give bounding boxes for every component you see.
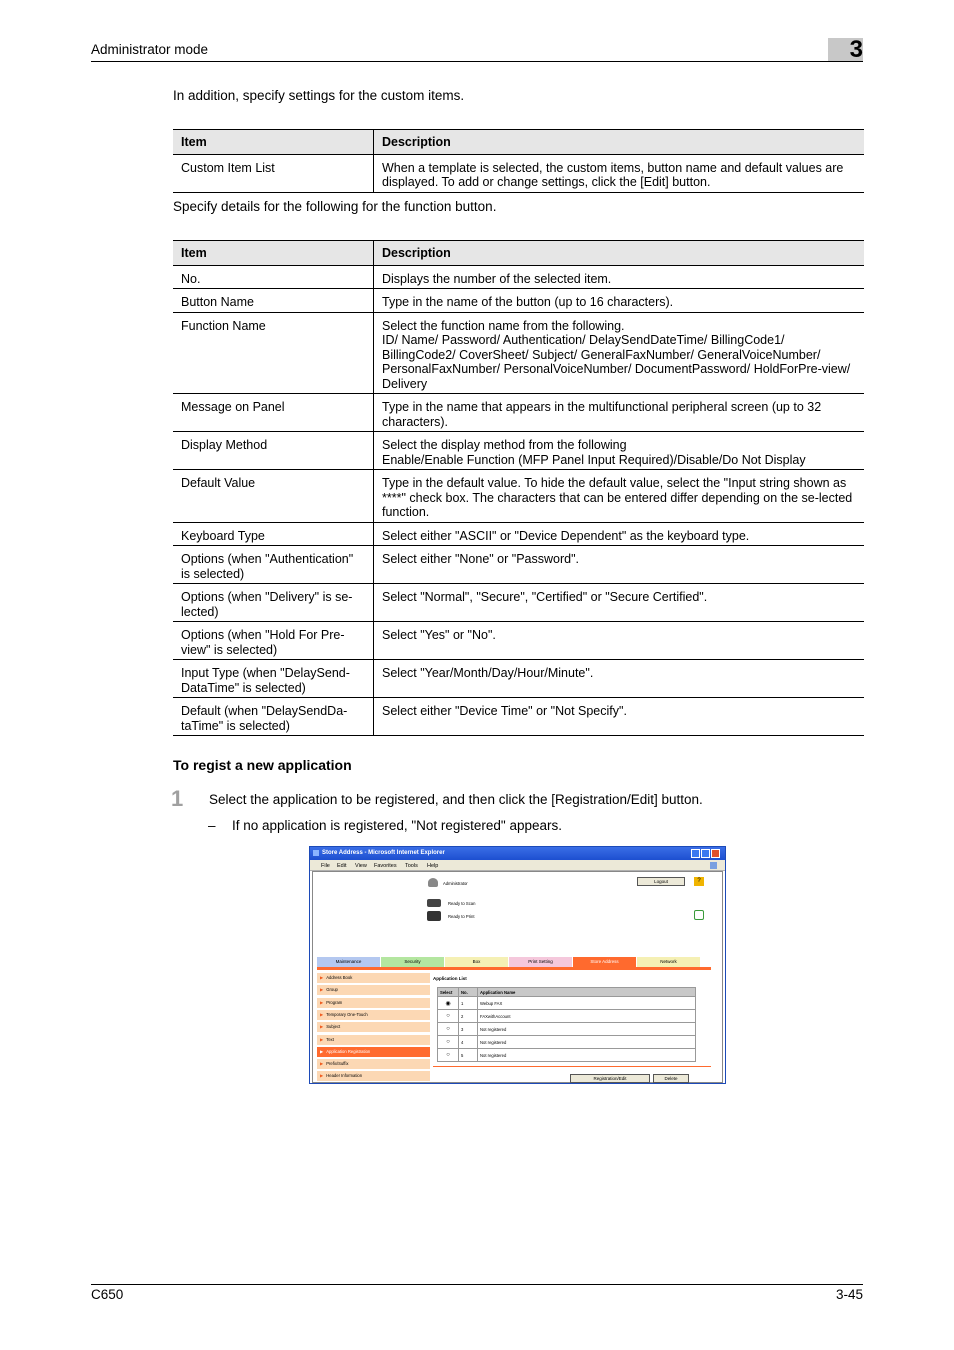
item-cell: No. — [173, 265, 374, 289]
column-header-item: Item — [173, 241, 374, 266]
menu-tools[interactable]: Tools — [405, 863, 418, 869]
tab-underline — [317, 967, 711, 970]
tab-store-address[interactable]: Store Address — [573, 957, 636, 967]
item-cell: Options (when "Hold For Pre-view" is selected) — [173, 622, 374, 660]
item-cell: Custom Item List — [173, 154, 374, 192]
window-titlebar — [310, 847, 725, 860]
footer-model: C650 — [91, 1287, 124, 1302]
item-cell: Default Value — [173, 470, 374, 523]
minimize-icon[interactable] — [691, 849, 700, 858]
arrow-right-icon: ▶ — [320, 999, 324, 1005]
select-cell — [438, 997, 459, 1010]
table-row — [173, 470, 864, 523]
sidebar-item-label: Prefix/Suffix — [326, 1061, 349, 1067]
sidebar-item-label: Application Registration — [326, 1048, 371, 1054]
no-cell: 2 — [459, 1010, 478, 1023]
select-cell — [438, 1036, 459, 1049]
step-number: 1 — [171, 786, 184, 811]
browser-screenshot — [309, 846, 726, 1084]
item-cell: Default (when "DelaySendDa-taTime" is selected) — [173, 698, 374, 736]
tab-print-setting[interactable]: Print Setting — [509, 957, 572, 967]
item-cell: Options (when "Authentication" is selected) — [173, 546, 374, 584]
tab-maintenance[interactable]: Maintenance — [317, 957, 380, 967]
intro-function-button: Specify details for the following for the function button. — [173, 199, 497, 214]
item-cell: Function Name — [173, 312, 374, 394]
printer-icon — [427, 911, 441, 921]
table-row — [173, 394, 864, 432]
description-cell: When a template is selected, the custom items, button name and default values are displayed. To add or change settings, click the [Edit] button. — [374, 154, 865, 192]
radio-button[interactable]: ○ — [446, 1026, 450, 1032]
list-header-row — [438, 988, 696, 997]
tab-security[interactable]: Security — [381, 957, 444, 967]
sidebar-item-program[interactable] — [317, 998, 430, 1009]
application-list-title: Application List — [433, 976, 467, 981]
col-application-name: Application Name — [478, 988, 696, 997]
sub-step-text: If no application is registered, "Not registered" appears. — [232, 818, 563, 833]
sidebar-item-label: Program — [326, 999, 343, 1005]
sidebar-item-label: Header Information — [326, 1073, 363, 1079]
sidebar-item-label: Temporary One-Touch — [326, 1011, 368, 1017]
step-text: Select the application to be registered, and then click the [Registration/Edit] button. — [209, 792, 703, 807]
table-row — [173, 154, 864, 192]
table-row — [173, 265, 864, 289]
arrow-right-icon: ▶ — [320, 975, 324, 980]
table-row — [438, 1036, 696, 1049]
section-heading: To regist a new application — [173, 757, 352, 773]
sub-step-dash: – — [208, 818, 216, 833]
tab-network[interactable]: Network — [637, 957, 700, 967]
item-cell: Input Type (when "DelaySend-DataTime" is selected) — [173, 660, 374, 698]
user-icon — [428, 878, 438, 887]
table-row — [173, 312, 864, 394]
ie-icon — [313, 850, 319, 856]
user-label: Administrator — [443, 881, 468, 886]
arrow-right-icon: ▶ — [320, 1061, 324, 1067]
radio-button[interactable]: ○ — [446, 1039, 450, 1045]
table-row — [173, 546, 864, 584]
no-cell: 5 — [459, 1049, 478, 1062]
item-cell: Message on Panel — [173, 394, 374, 432]
item-cell: Options (when "Delivery" is se-lected) — [173, 584, 374, 622]
sidebar-item-prefix-suffix[interactable] — [317, 1059, 430, 1070]
arrow-right-icon: ▶ — [320, 1024, 324, 1030]
no-cell: 1 — [459, 997, 478, 1010]
application-name-cell: FAXwithAccount — [478, 1010, 696, 1023]
tab-box[interactable]: Box — [445, 957, 508, 967]
window-title: Store Address - Microsoft Internet Explorer — [322, 850, 445, 856]
arrow-right-icon: ▶ — [320, 1011, 324, 1017]
application-name-cell: Not registered — [478, 1036, 696, 1049]
sidebar-item-application-registration[interactable] — [317, 1047, 430, 1058]
description-cell: Select "Year/Month/Day/Hour/Minute". — [374, 660, 865, 698]
description-cell: Select the function name from the following. ID/ Name/ Password/ Authentication/ DelaySendDateTime/ BillingCode1/ BillingCode2/ CoverSheet/ Subject/ GeneralFaxNumber/ GeneralVoiceNumber/ PersonalFaxNumber/ PersonalVoiceNumber/ DocumentPassword/ HoldForPre-view/ Delivery — [374, 312, 865, 394]
custom-item-table — [173, 129, 864, 193]
menu-file[interactable]: File — [321, 863, 330, 869]
list-bottom-rule — [433, 1066, 711, 1067]
table-row — [173, 584, 864, 622]
delete-button[interactable]: Delete — [653, 1074, 689, 1083]
status-scan: Ready to Scan — [448, 901, 476, 906]
table-row — [173, 522, 864, 546]
sidebar-item-temporary-one-touch[interactable] — [317, 1010, 430, 1021]
description-cell: Type in the name that appears in the multifunctional peripheral screen (up to 32 characters). — [374, 394, 865, 432]
radio-button[interactable]: ○ — [446, 1052, 450, 1058]
arrow-right-icon: ▶ — [320, 1036, 324, 1042]
radio-button[interactable]: ○ — [446, 1013, 450, 1019]
maximize-icon[interactable] — [701, 849, 710, 858]
item-cell: Button Name — [173, 289, 374, 313]
description-cell: Select either "Device Time" or "Not Specify". — [374, 698, 865, 736]
menu-bar — [310, 860, 725, 871]
col-select: Select — [438, 988, 459, 997]
description-cell: Type in the default value. To hide the default value, select the "Input string shown as ****" check box. The characters that can be entered differ depending on the se-lected function. — [374, 470, 865, 523]
description-cell: Select either "ASCII" or "Device Dependent" as the keyboard type. — [374, 522, 865, 546]
description-cell: Select "Normal", "Secure", "Certified" or "Secure Certified". — [374, 584, 865, 622]
function-button-table — [173, 240, 864, 736]
table-row — [173, 698, 864, 736]
application-list-table — [437, 987, 696, 1062]
sidebar-item-header-information[interactable] — [317, 1071, 430, 1082]
status-print: Ready to Print — [448, 914, 475, 919]
menu-help[interactable]: Help — [427, 863, 439, 869]
header-rule — [91, 61, 863, 62]
select-cell — [438, 1023, 459, 1036]
description-cell: Select either "None" or "Password". — [374, 546, 865, 584]
table-header-row — [173, 130, 864, 155]
footer-page-number: 3-45 — [835, 1287, 863, 1302]
table-row — [438, 997, 696, 1010]
application-name-cell: Not registered — [478, 1023, 696, 1036]
table-row — [438, 1010, 696, 1023]
sidebar-bottom-rule — [317, 1083, 430, 1084]
header-title: Administrator mode — [91, 42, 209, 57]
table-header-row — [173, 241, 864, 266]
chapter-number: 3 — [849, 36, 863, 63]
table-row — [173, 622, 864, 660]
col-no: No. — [459, 988, 478, 997]
table-row — [173, 289, 864, 313]
close-icon[interactable] — [711, 849, 720, 858]
page-content — [312, 871, 723, 1083]
sidebar-item-group[interactable] — [317, 985, 430, 996]
sidebar-item-label: Text — [326, 1036, 334, 1042]
description-cell: Select "Yes" or "No". — [374, 622, 865, 660]
menu-view[interactable]: View — [355, 863, 367, 869]
footer-rule — [91, 1284, 863, 1285]
help-icon[interactable]: ? — [694, 877, 704, 886]
arrow-right-icon: ▶ — [320, 1048, 324, 1054]
sidebar-item-text[interactable] — [317, 1035, 430, 1046]
description-cell: Type in the name of the button (up to 16 characters). — [374, 289, 865, 313]
column-header-description: Description — [374, 130, 865, 155]
item-cell: Display Method — [173, 432, 374, 470]
windows-logo-icon — [710, 862, 717, 869]
arrow-right-icon: ▶ — [320, 987, 324, 993]
sidebar-item-address-book[interactable] — [317, 973, 430, 984]
table-row — [173, 660, 864, 698]
description-cell: Select the display method from the following Enable/Enable Function (MFP Panel Input Required)/Disable/Do Not Display — [374, 432, 865, 470]
menu-favorites[interactable]: Favorites — [374, 863, 397, 869]
menu-edit[interactable]: Edit — [337, 863, 347, 869]
sidebar-item-label: Subject — [326, 1024, 341, 1030]
radio-button[interactable]: ◉ — [445, 1000, 451, 1007]
logout-button[interactable]: Logout — [637, 877, 685, 886]
refresh-icon[interactable] — [694, 910, 704, 920]
sidebar-item-subject[interactable] — [317, 1022, 430, 1033]
intro-custom-items: In addition, specify settings for the custom items. — [173, 88, 465, 103]
sidebar-item-label: Address Book — [326, 975, 353, 980]
column-header-item: Item — [173, 130, 374, 155]
scanner-icon — [427, 899, 441, 907]
column-header-description: Description — [374, 241, 865, 266]
application-name-cell: Webup FAX — [478, 997, 696, 1010]
no-cell: 4 — [459, 1036, 478, 1049]
select-cell — [438, 1010, 459, 1023]
sidebar-item-label: Group — [326, 987, 338, 993]
description-cell: Displays the number of the selected item. — [374, 265, 865, 289]
table-row — [173, 432, 864, 470]
table-row — [438, 1049, 696, 1062]
arrow-right-icon: ▶ — [320, 1073, 324, 1079]
no-cell: 3 — [459, 1023, 478, 1036]
select-cell — [438, 1049, 459, 1062]
item-cell: Keyboard Type — [173, 522, 374, 546]
table-row — [438, 1023, 696, 1036]
application-name-cell: Not registered — [478, 1049, 696, 1062]
registration-edit-button[interactable]: Registration/Edit — [570, 1074, 650, 1083]
